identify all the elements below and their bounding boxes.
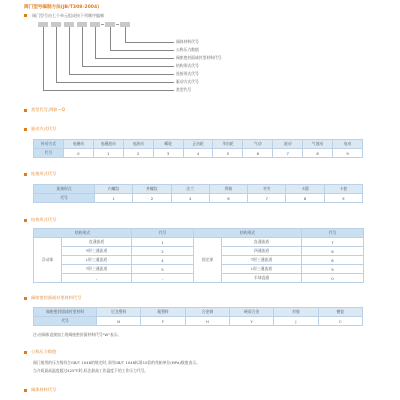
table-header-cell: 对夹 <box>248 185 286 194</box>
table-cell: 3 <box>153 149 183 158</box>
dash-separator <box>116 24 119 25</box>
table-header-cell: 卡箍 <box>286 185 324 194</box>
table-cell: 4 <box>183 149 213 158</box>
table-row <box>34 317 363 326</box>
table-cell: T形三通流道 <box>222 256 302 265</box>
table-cell: 8 <box>286 194 324 203</box>
section-drive: 驱动方式代号 <box>31 126 57 131</box>
bullet-icon <box>24 389 27 392</box>
section-connection: 连接形式代号 <box>31 171 57 176</box>
table-header-cell: 气动 <box>243 140 273 149</box>
table-cell: 6 <box>243 149 273 158</box>
table-cell: 0 <box>63 149 93 158</box>
table-cell: Y形三通流道 <box>62 247 132 256</box>
table-cell: 代号 <box>34 149 64 158</box>
table-cell: 2 <box>132 247 194 256</box>
table-cell: 1 <box>93 149 123 158</box>
table-row <box>34 194 363 203</box>
table-cell: Y <box>229 317 273 326</box>
table-header-cell: 液动 <box>273 140 303 149</box>
table-cell: 四通流道 <box>222 247 302 256</box>
table-header-cell: 卡套 <box>324 185 362 194</box>
bullet-icon <box>24 219 27 222</box>
legend-seal-material: 阀座密封面或衬里材料代号 <box>176 55 222 60</box>
table-cell: 2 <box>133 194 171 203</box>
table-cell: 8 <box>303 149 333 158</box>
table-cell: H <box>185 317 229 326</box>
table-cell: 9 <box>324 194 362 203</box>
table-cell: 5 <box>213 149 243 158</box>
table-header-cell: 氟塑料 <box>141 308 185 317</box>
table-cell: F <box>141 317 185 326</box>
table-cell: 7 <box>248 194 286 203</box>
section-body-material: 阀体材料代号 <box>31 387 57 392</box>
drive-table <box>33 139 363 158</box>
table-header-cell: 焊接 <box>209 185 247 194</box>
bullet-icon <box>24 128 27 131</box>
table-cell: L形三通流道 <box>62 256 132 265</box>
table-row <box>34 229 364 238</box>
bullet-icon <box>24 109 27 112</box>
table-header-cell: 代号 <box>132 229 194 238</box>
table-cell: 代号 <box>34 317 97 326</box>
table-cell: 5 <box>132 265 194 274</box>
table-header-cell: 法兰 <box>171 185 209 194</box>
table-cell: 直通流道 <box>62 238 132 247</box>
table-cell: C <box>318 317 362 326</box>
table-cell: 4 <box>171 194 209 203</box>
table-cell: 代号 <box>34 194 95 203</box>
table-cell: 7 <box>302 238 364 247</box>
table-cell: 9 <box>333 149 363 158</box>
table-header-cell: 外螺纹 <box>133 185 171 194</box>
table-header-cell: 硬质合金 <box>229 308 273 317</box>
seal-table <box>33 307 363 326</box>
legend-structure: 结构形式代号 <box>176 63 199 68</box>
table-header-cell: 电磁液动 <box>93 140 123 149</box>
section-type-code: 类型代号,例如—Q <box>31 107 65 112</box>
table-row <box>34 308 363 317</box>
table-header-cell: 代号 <box>302 229 364 238</box>
table-cell: 半球直通 <box>222 274 302 283</box>
table-header-cell: 电动 <box>333 140 363 149</box>
table-header-cell: 衬胶 <box>274 308 318 317</box>
table-cell: L形三通流道 <box>222 265 302 274</box>
table-cell: - <box>62 274 132 283</box>
bullet-icon <box>24 297 27 300</box>
table-cell: 9 <box>302 265 364 274</box>
page-subtitle: 阀门型号由七个单元组成按下列顺序编制 <box>32 13 104 18</box>
table-header-cell: 传动方式 <box>34 140 64 149</box>
bullet-icon <box>24 14 27 17</box>
legend-drive: 驱动方式代号 <box>176 79 199 84</box>
legend-connection: 连接形式代号 <box>176 71 199 76</box>
section-pressure: 公称压力数值 <box>31 349 57 354</box>
table-header-cell: 结构形式 <box>34 229 132 238</box>
table-row <box>34 185 363 194</box>
group-label-fixed: 固定球 <box>194 238 222 283</box>
seal-note: 注:由阀体直接加工的阀座密封面材料代号"W"表示。 <box>33 332 122 337</box>
table-cell: 0 <box>302 274 364 283</box>
table-cell: J <box>274 317 318 326</box>
table-row <box>34 140 363 149</box>
table-header-cell: 正齿轮 <box>183 140 213 149</box>
table-header-cell: 合金钢 <box>185 308 229 317</box>
bullet-icon <box>24 173 27 176</box>
table-row <box>34 238 364 247</box>
table-header-cell: 连接形式 <box>34 185 95 194</box>
table-header-cell: 搪瓷 <box>318 308 362 317</box>
group-label-floating: 浮动球 <box>34 238 62 283</box>
table-header-cell: 电液动 <box>123 140 153 149</box>
structure-table <box>33 228 364 283</box>
table-header-cell: 结构形式 <box>194 229 302 238</box>
table-header-cell: 尼龙塑料 <box>97 308 141 317</box>
table-cell: 8 <box>302 256 364 265</box>
legend-pressure: 公称压力数值 <box>176 47 199 52</box>
bullet-icon <box>24 351 27 354</box>
section-seal: 阀座密封面或衬里材料代号 <box>31 295 82 300</box>
table-cell: - <box>132 274 194 283</box>
table-cell: 2 <box>123 149 153 158</box>
table-header-cell: 电磁动 <box>63 140 93 149</box>
table-cell: 1 <box>132 238 194 247</box>
table-header-cell: 伞齿轮 <box>213 140 243 149</box>
legend-body-material: 阀体材料代号 <box>176 39 199 44</box>
pressure-text-line: 阀门使用的压力级符合GB/T 1048的规定时,采用GB/T 1048标准10倍的兆帕单位(MPa)数值表示。 <box>33 360 200 365</box>
table-cell: 6 <box>302 247 364 256</box>
table-cell: T形三通流道 <box>62 265 132 274</box>
table-cell: 4 <box>132 256 194 265</box>
table-cell: N <box>97 317 141 326</box>
table-header-cell: 阀座密封面或衬里材料 <box>34 308 97 317</box>
table-cell: 1 <box>95 194 133 203</box>
table-cell: 7 <box>273 149 303 158</box>
pressure-text-line: 当介质最高温度超过425℃时,标注最高工作温度下的工作压力代号。 <box>33 368 149 373</box>
table-cell: 直通流道 <box>222 238 302 247</box>
connection-table <box>33 184 363 203</box>
leader-line <box>43 27 174 91</box>
dash-separator <box>101 24 104 25</box>
table-header-cell: 气液动 <box>303 140 333 149</box>
table-header-cell: 内螺纹 <box>95 185 133 194</box>
page-title: 阀门型号编制方法(JB/T308-2004) <box>24 5 100 10</box>
table-row <box>34 149 363 158</box>
table-cell: 6 <box>209 194 247 203</box>
legend-type: 类型代号 <box>176 87 192 92</box>
section-structure: 结构形式代号 <box>31 217 57 222</box>
table-header-cell: 蜗轮 <box>153 140 183 149</box>
